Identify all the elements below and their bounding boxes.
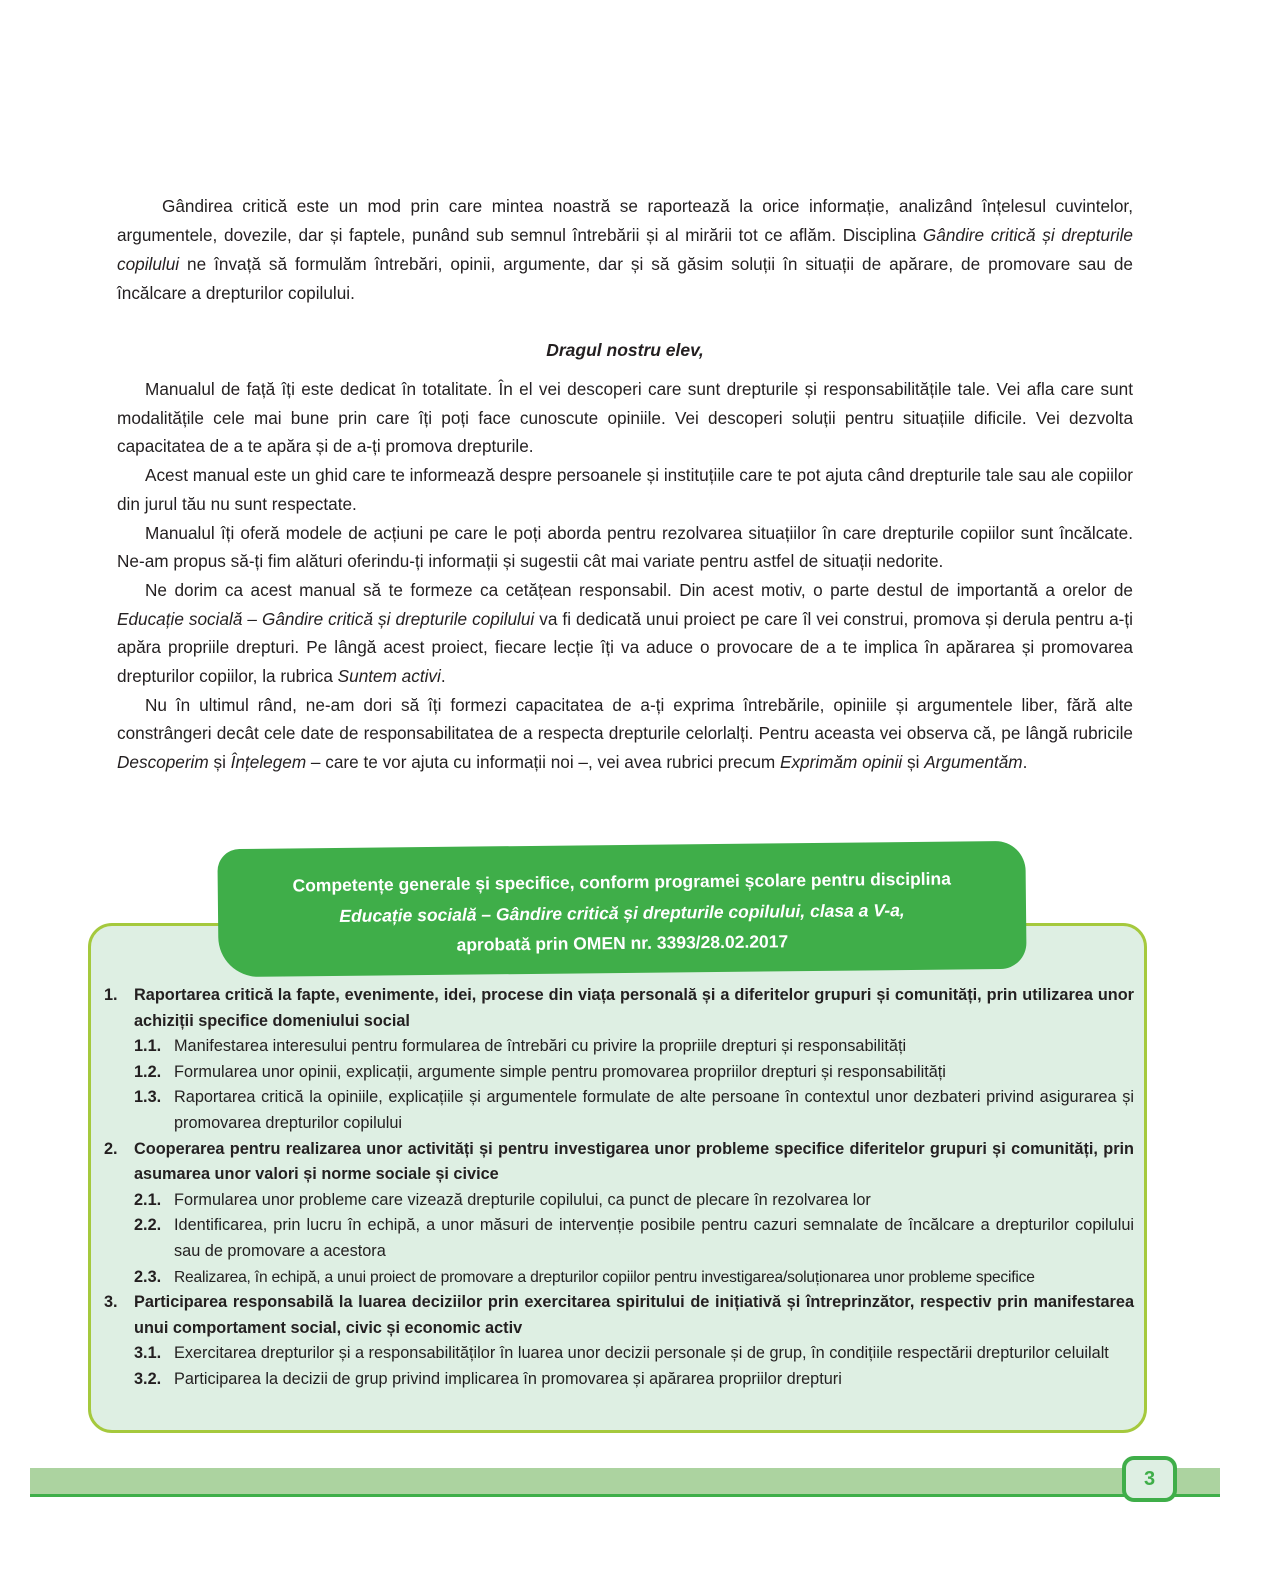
body-paragraph: Manualul de față îți este dedicat în totalitate. În el vei descoperi care sunt drepturile și responsabilitățile tale. Vei afla care sunt modalitățile cele mai bune prin care îți poți face cunoscute opiniile. Vei descoperi soluții pentru situațiile dificile. Vei dezvolta capacitatea de a te apăra și de a-ți promova drepturile. [117,379,1133,457]
specific-competence: 1.1. Manifestarea interesului pentru formularea de întrebări cu privire la propriile drepturi și responsabilități [134,1037,907,1056]
competences-header [217,841,1026,977]
general-competence: 1. Raportarea critică la fapte, evenimente, idei, procese din viața personală și a diferitelor grupuri și comunități, prin utilizarea unor achiziții specifice domeniului social [104,986,1134,1030]
letter-body [117,375,1133,777]
discipline-name: Gândire critică și drepturile copilului [117,225,1133,274]
specific-competence: 2.3. Realizarea, în echipă, a unui proiect de promovare a drepturilor copiilor pentru investigarea/soluționarea unor probleme specifice [134,1267,1035,1286]
page-number: 3 [1122,1456,1177,1502]
intro-paragraph [117,192,1133,308]
specific-competence: 2.1. Formularea unor probleme care vizează drepturile copilului, ca punct de plecare în rezolvarea lor [134,1190,871,1209]
specific-competence: 1.3. Raportarea critică la opiniile, explicațiile și argumentele formulate de alte persoane în contextul unor dezbateri privind asigurarea și promovarea drepturilor copilului [134,1088,1134,1132]
greeting-heading: Dragul nostru elev, [546,340,704,360]
specific-competence: 3.1. Exercitarea drepturilor și a responsabilităților în luarea unor decizii personale și de grup, în condițiile respectării drepturilor celuilalt [134,1344,1109,1363]
body-paragraph: Ne dorim ca acest manual să te formeze ca cetățean responsabil. Din acest motiv, o parte destul de importantă a orelor de Educație socială – Gândire critică și drepturile copilului va fi dedicată unui proiect pe care îl vei construi, promova și derula pentru a-ți apăra propriile drepturi. Pe lângă acest proiect, fiecare lecție îți va aduce o provocare de a te implica în apărarea și promovarea drepturilor copiilor, la rubrica Suntem activi. [117,579,1134,687]
intro-text: Gândirea critică este un mod prin care mintea noastră se raportează la orice informație, analizând înțelesul cuvintelor, argumentele, dovezile, dar și faptele, punând sub semnul întrebării și al mirării tot ce aflăm. Disciplina Gândire critică și drepturile copilului ne învață să formulăm întrebări, opinii, argumente, dar și să găsim soluții în situații de apărare, de promovare sau de încălcare a drepturilor copilului. [117,196,1133,303]
general-competence: 3. Participarea responsabilă la luarea deciziilor prin exercitarea spiritului de inițiativă și întreprinzător, respectiv prin manifestarea unui comportament social, civic și economic activ [104,1293,1134,1337]
specific-competence: 3.2. Participarea la decizii de grup privind implicarea în promovarea și apărarea propriilor drepturi [134,1369,842,1388]
body-paragraph: Acest manual este un ghid care te informează despre persoanele și instituțiile care te pot ajuta când drepturile tale sau ale copiilor din jurul tău nu sunt respectate. [117,465,1133,514]
footer-divider [30,1494,1220,1497]
competences-list [104,983,1134,1393]
body-paragraph: Manualul îți oferă modele de acțiuni pe care le poți aborda pentru rezolvarea situațiilor în care drepturile copiilor sunt încălcate. Ne-am propus să-ți fim alături oferindu-ți informații și sugestii cât mai variate pentru astfel de situații nedorite. [117,522,1133,572]
specific-competence: 2.2. Identificarea, prin lucru în echipă, a unor măsuri de intervenție posibile pentru cazuri semnalate de încălcare a drepturilor copilului sau de promovare a acestora [134,1216,1134,1260]
body-paragraph: Nu în ultimul rând, ne-am dori să îți formezi capacitatea de a-ți exprima întrebările, opiniile și argumentele liber, fără alte constrângeri decât cele date de responsabilitatea de a respecta drepturile celorlalți. Pentru aceasta vei observa că, pe lângă rubricile Descoperim și Înțelegem – care te vor ajuta cu informații noi –, vei avea rubrici precum Exprimăm opinii și Argumentăm. [117,694,1133,773]
competences-header-line: aprobată prin OMEN nr. 3393/28.02.2017 [456,931,789,955]
footer-bar [30,1468,1220,1495]
general-competence: 2. Cooperarea pentru realizarea unor activități și pentru investigarea unor probleme specifice diferitelor grupuri și comunități, prin asumarea unor valori și norme sociale și civice [104,1139,1134,1184]
competences-header-line: Competențe generale și specifice, conform programei școlare pentru disciplina [292,868,951,896]
competences-header-line: Educație socială – Gândire critică și drepturile copilului, clasa a V-a, [339,899,905,926]
specific-competence: 1.2. Formularea unor opinii, explicații, argumente simple pentru promovarea propriilor drepturi și responsabilități [134,1062,946,1081]
